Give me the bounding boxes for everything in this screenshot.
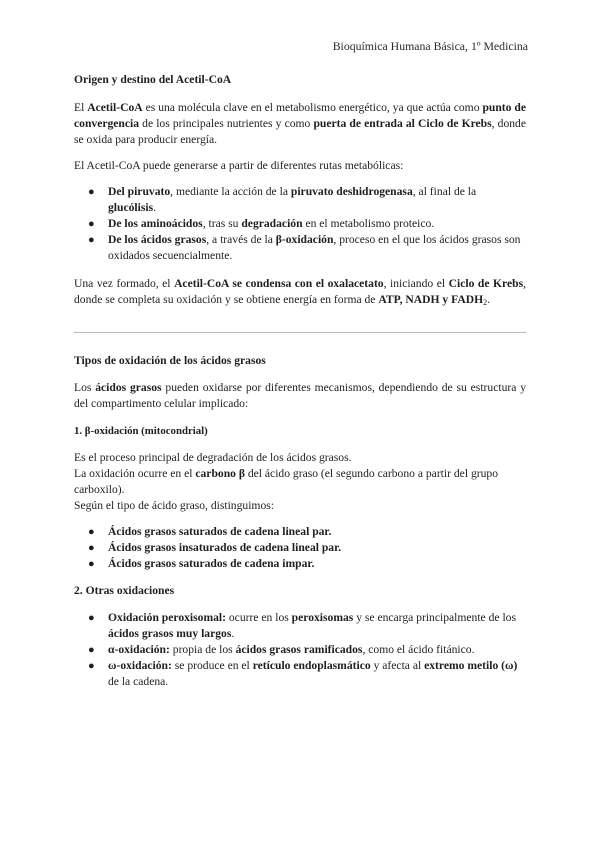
bullet-icon: ● bbox=[88, 558, 95, 570]
list-item: ● α-oxidación: propia de los ácidos grasos ramificados, como el ácido fitánico. bbox=[88, 643, 475, 656]
list-item: ● Del piruvato, mediante la acción de la piruvato deshidrogenasa, al final de la glucólisis. bbox=[88, 185, 477, 214]
bullet-icon: ● bbox=[88, 612, 95, 624]
page-header: Bioquímica Humana Básica, 1º Medicina bbox=[332, 39, 528, 53]
beta-oxidation-line-1: Es el proceso principal de degradación de los ácidos grasos. bbox=[74, 451, 352, 464]
list-item: ● ω-oxidación: se produce en el retículo endoplasmático y afecta al extremo metilo (ω) de la cadena. bbox=[88, 659, 518, 688]
list-item: ● Ácidos grasos saturados de cadena impar. bbox=[88, 557, 315, 570]
document-body bbox=[74, 72, 526, 690]
bullet-icon: ● bbox=[88, 660, 95, 672]
routes-intro-paragraph: El Acetil-CoA puede generarse a partir de diferentes rutas metabólicas: bbox=[74, 159, 404, 172]
bullet-icon: ● bbox=[88, 186, 95, 198]
list-item: ● De los aminoácidos, tras su degradación en el metabolismo proteico. bbox=[88, 217, 435, 230]
bullet-icon: ● bbox=[88, 234, 95, 246]
bullet-icon: ● bbox=[88, 542, 95, 554]
oxidation-intro-paragraph: Los ácidos grasos pueden oxidarse por diferentes mecanismos, dependiendo de su estructura y del compartimento celular implicado: bbox=[74, 381, 527, 410]
list-item: ● Oxidación peroxisomal: ocurre en los peroxisomas y se encarga principalmente de los ácidos grasos muy largos. bbox=[88, 611, 516, 640]
section-title-acetil-coa: Origen y destino del Acetil-CoA bbox=[74, 73, 232, 86]
routes-list bbox=[74, 184, 526, 264]
bullet-icon: ● bbox=[88, 526, 95, 538]
beta-oxidation-line-2: La oxidación ocurre en el carbono β del ácido graso (el segundo carbono a partir del grupo carboxilo). bbox=[74, 467, 498, 496]
bullet-icon: ● bbox=[88, 218, 95, 230]
list-item: ● De los ácidos grasos, a través de la β-oxidación, proceso en el que los ácidos grasos son oxidados secuencialmente. bbox=[88, 233, 521, 262]
fatty-acid-types-list bbox=[74, 524, 526, 572]
other-oxidations-list bbox=[74, 610, 526, 690]
list-item: ● Ácidos grasos insaturados de cadena lineal par. bbox=[88, 541, 342, 554]
acetil-coa-outro-paragraph: Una vez formado, el Acetil-CoA se condensa con el oxalacetato, iniciando el Ciclo de Krebs, donde se completa su oxidación y se obtiene energía en forma de ATP, NADH y $FADH_2$. bbox=[74, 277, 526, 307]
bullet-icon: ● bbox=[88, 644, 95, 656]
beta-oxidation-line-3: Según el tipo de ácido graso, distinguimos: bbox=[74, 499, 274, 512]
section-title-oxidation-types: Tipos de oxidación de los ácidos grasos bbox=[74, 354, 266, 367]
subsection-title-beta-oxidation: 1. β-oxidación (mitocondrial) bbox=[74, 425, 208, 437]
section-divider bbox=[74, 332, 526, 333]
acetil-coa-intro-paragraph: El Acetil-CoA es una molécula clave en el metabolismo energético, ya que actúa como punto de convergencia de los principales nutrientes y como puerta de entrada al Ciclo de Krebs, donde se oxida para producir energía. bbox=[74, 101, 527, 146]
list-item: ● Ácidos grasos saturados de cadena lineal par. bbox=[88, 525, 332, 538]
subsection-title-other-oxidations: 2. Otras oxidaciones bbox=[74, 584, 175, 597]
